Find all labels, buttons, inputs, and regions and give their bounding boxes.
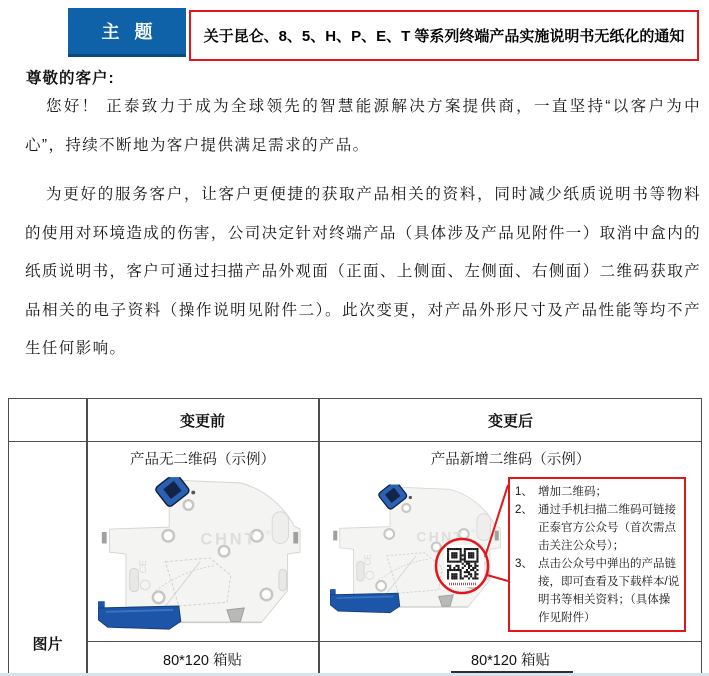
- screenshot-bottom-edge: [0, 673, 709, 676]
- caption-after: 产品新增二维码（示例）: [430, 452, 591, 468]
- annotation-item: [515, 483, 680, 501]
- notice-title: 关于昆仑、8、5、H、P、E、T 等系列终端产品实施说明书无纸化的通知: [203, 28, 685, 45]
- box-sticker-size-before: 80*120 箱贴: [163, 653, 242, 669]
- box-sticker-size-after: 80*120 箱贴: [471, 653, 550, 669]
- notice-title-box: [189, 10, 699, 61]
- annotation-text: 增加二维码；: [538, 486, 607, 498]
- breaker-photo-after: [330, 472, 502, 630]
- subject-label-box: [68, 8, 186, 57]
- column-header-before: 变更前: [179, 412, 225, 430]
- column-header-after: 变更后: [487, 412, 533, 430]
- annotation-text: 通过手机扫描二维码可链接正泰官方公众号（首次需点击关注公众号）；: [538, 504, 676, 552]
- paragraph-1: 您好！ 正泰致力于成为全球领先的智慧能源解决方案提供商，一直坚持“以客户为中心”，持续不断地为客户提供满足需求的产品。: [25, 98, 701, 154]
- annotation-text: 点击公众号中弹出的产品链接，即可查看及下载样本/说明书等相关资料；（具体操作见附件）: [538, 558, 680, 624]
- caption-before: 产品无二维码（示例）: [130, 452, 275, 468]
- salutation: 尊敬的客户:: [26, 70, 115, 87]
- subject-label: 主 题: [101, 22, 153, 42]
- annotation-item: [515, 501, 680, 555]
- table-divider: [87, 641, 701, 643]
- annotation-box: [508, 477, 686, 632]
- annotation-number: 3、: [515, 558, 533, 570]
- paragraph-2: 为更好的服务客户，让客户更便捷的获取产品相关的资料，同时减少纸质说明书等物料的使用对环境造成的伤害，公司决定针对终端产品（具体涉及产品见附件一）取消中盒内的纸质说明书，客户可通过扫描产品外观面（正面、上侧面、左侧面、右侧面）二维码获取产品相关的电子资料（操作说明见附件二）。此次变更，对产品外形尺寸及产品性能等均不产生任何影响。: [25, 186, 702, 357]
- row-label-picture: 图片: [32, 636, 63, 653]
- breaker-photo-before: [98, 476, 302, 636]
- annotation-item: [515, 555, 680, 627]
- annotation-number: 2、: [515, 504, 533, 516]
- annotation-number: 1、: [515, 486, 533, 498]
